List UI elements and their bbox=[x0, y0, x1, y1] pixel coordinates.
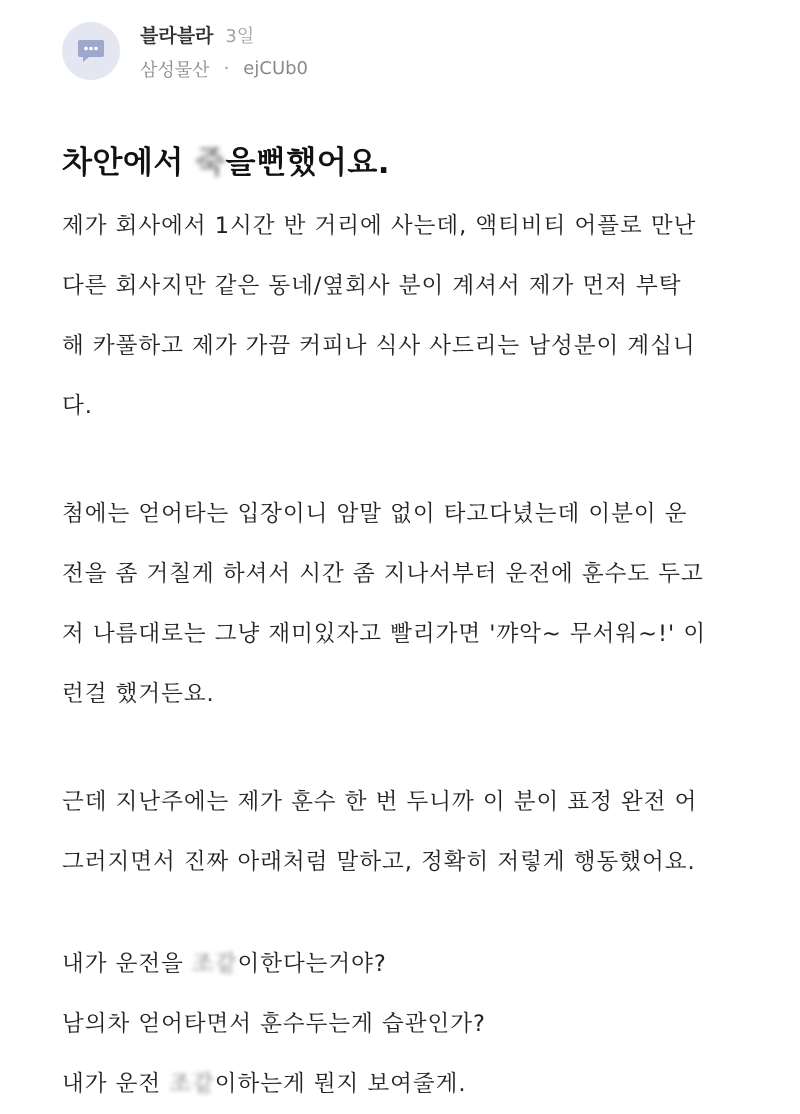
title-part-2: 을뻔했어요. bbox=[225, 145, 391, 181]
quote-3-part-1: 내가 운전 bbox=[62, 1071, 170, 1097]
quote-1-blurred-word: 조같 bbox=[191, 951, 238, 977]
body-line: 첨에는 얻어타는 입장이니 암말 없이 타고다녔는데 이분이 운 bbox=[62, 501, 688, 527]
paragraph-3 bbox=[62, 772, 752, 892]
speech-bubble-icon bbox=[76, 37, 106, 65]
quote-3-blurred-word: 조같 bbox=[169, 1071, 215, 1097]
author-company: 삼성물산 bbox=[140, 59, 210, 81]
quote-1-part-1: 내가 운전을 bbox=[62, 951, 192, 977]
quote-3-part-2: 이하는게 뭔지 보여줄게. bbox=[214, 1071, 467, 1097]
body-line: 런걸 했거든요. bbox=[62, 681, 215, 707]
meta-separator: · bbox=[223, 58, 230, 79]
author-id: ejCUb0 bbox=[243, 58, 308, 79]
post-header bbox=[62, 18, 308, 84]
avatar[interactable] bbox=[62, 22, 120, 80]
post-time: 3일 bbox=[225, 25, 255, 47]
paragraph-1 bbox=[62, 196, 752, 436]
body-line: 다른 회사지만 같은 동네/옆회사 분이 계셔서 제가 먼저 부탁 bbox=[62, 273, 682, 299]
body-line: 그러지면서 진짜 아래처럼 말하고, 정확히 저렇게 행동했어요. bbox=[62, 849, 696, 875]
body-line: 전을 좀 거칠게 하셔서 시간 좀 지나서부터 운전에 훈수도 두고 bbox=[62, 561, 704, 587]
post-meta bbox=[140, 21, 308, 82]
post-title bbox=[62, 135, 390, 191]
paragraph-gap bbox=[62, 892, 752, 934]
board-name[interactable]: 블라블라 bbox=[140, 24, 214, 47]
title-part-1: 차안에서 bbox=[62, 145, 196, 181]
quote-block bbox=[62, 934, 752, 1114]
body-line: 해 카풀하고 제가 가끔 커피나 식사 사드리는 남성분이 계십니 bbox=[62, 333, 696, 359]
body-line: 저 나름대로는 그냥 재미있자고 빨리가면 '꺄악~ 무서워~!' 이 bbox=[62, 621, 707, 647]
paragraph-2 bbox=[62, 484, 752, 724]
quote-line-2: 남의차 얻어타면서 훈수두는게 습관인가? bbox=[62, 1011, 486, 1037]
body-line: 근데 지난주에는 제가 훈수 한 번 두니까 이 분이 표정 완전 어 bbox=[62, 789, 698, 815]
quote-line-1 bbox=[62, 934, 752, 994]
title-blurred-word: 죽 bbox=[195, 145, 226, 181]
quote-1-part-2: 이한다는거야? bbox=[237, 951, 387, 977]
paragraph-gap bbox=[62, 724, 752, 772]
post-meta-top bbox=[140, 21, 308, 48]
body-line: 다. bbox=[62, 393, 93, 419]
body-line: 제가 회사에서 1시간 반 거리에 사는데, 액티비티 어플로 만난 bbox=[62, 213, 697, 239]
post-body bbox=[62, 196, 752, 1114]
quote-line-3 bbox=[62, 1054, 752, 1114]
author-info bbox=[140, 56, 308, 82]
paragraph-gap bbox=[62, 436, 752, 484]
